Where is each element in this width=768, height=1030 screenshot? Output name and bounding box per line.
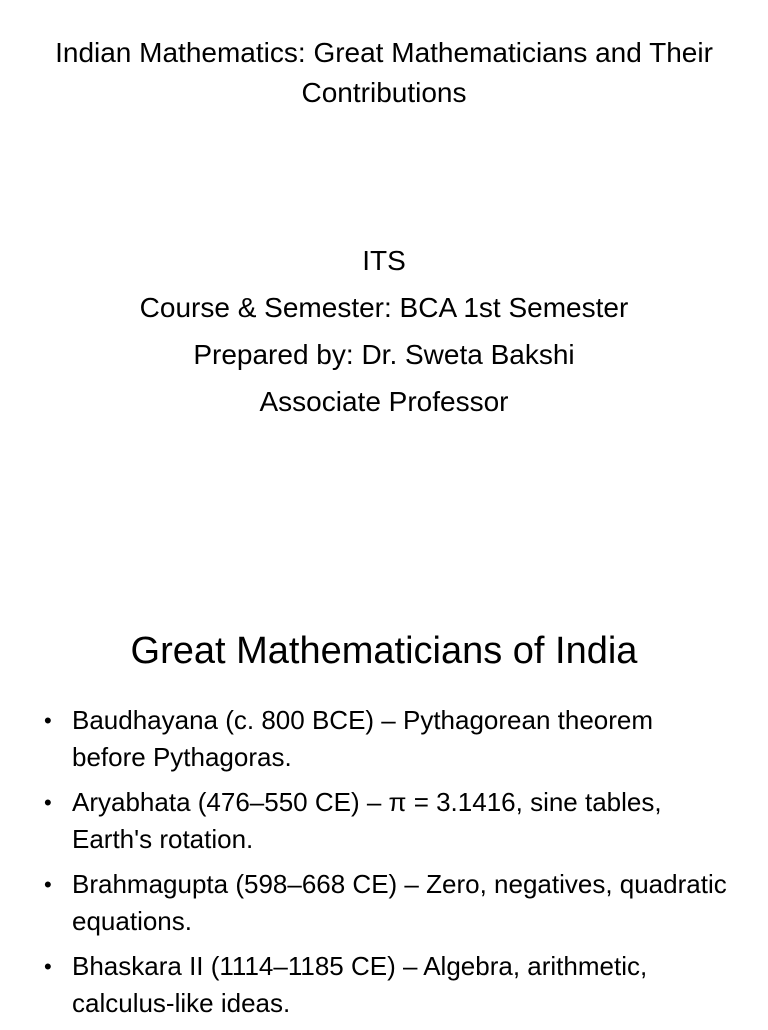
bullet-icon: • [44, 872, 52, 897]
slide-subtitle [30, 237, 738, 425]
list-item-text: Bhaskara II (1114–1185 CE) – Algebra, arithmetic, calculus-like ideas. [72, 951, 648, 1018]
list-item-text: Brahmagupta (598–668 CE) – Zero, negatives, quadratic equations. [72, 869, 727, 936]
slide-title: Great Mathematicians of India [130, 630, 638, 672]
list-item [40, 702, 730, 776]
bullet-icon: • [44, 790, 52, 815]
list-item-text: Baudhayana (c. 800 BCE) – Pythagorean theorem before Pythagoras. [72, 705, 654, 772]
bullet-icon: • [44, 708, 52, 733]
list-item-text: Aryabhata (476–550 CE) – π = 3.1416, sine tables, Earth's rotation. [72, 787, 662, 854]
designation-line: Associate Professor [259, 386, 509, 417]
list-item [40, 784, 730, 858]
content-slide [0, 576, 768, 1024]
bullet-icon: • [44, 954, 52, 979]
institution-line: ITS [362, 245, 406, 276]
bullet-list [40, 702, 730, 1030]
slide-title: Indian Mathematics: Great Mathematicians and Their Contributions [55, 37, 713, 108]
course-line: Course & Semester: BCA 1st Semester [139, 292, 629, 323]
list-item [40, 948, 730, 1022]
list-item [40, 866, 730, 940]
author-line: Prepared by: Dr. Sweta Bakshi [193, 339, 575, 370]
